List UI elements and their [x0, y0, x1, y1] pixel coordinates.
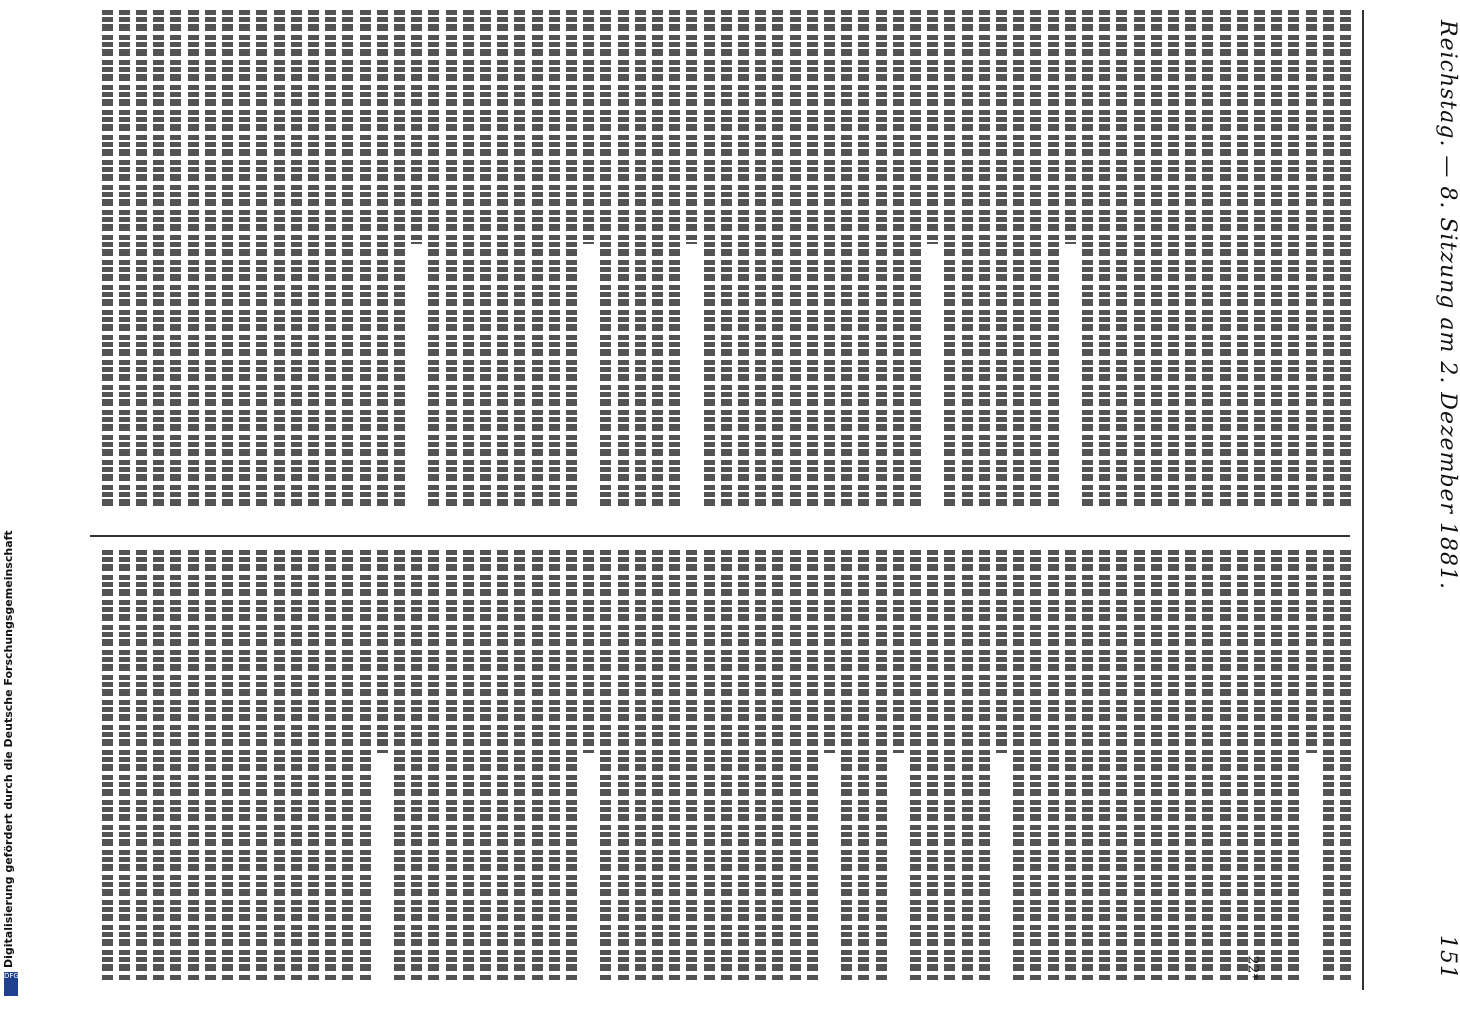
digitization-note: Digitalisierung gefördert durch die Deutsche Forschungsgemeinschaft [2, 530, 15, 968]
text-line [600, 10, 611, 510]
text-line [566, 10, 577, 510]
text-line [342, 10, 353, 510]
text-lines-upper [90, 0, 1350, 530]
text-line [497, 10, 508, 510]
text-line [1030, 550, 1041, 980]
text-line [1082, 10, 1093, 510]
text-line [979, 550, 990, 980]
text-line [755, 10, 766, 510]
text-line [704, 550, 715, 980]
text-column-upper [90, 0, 1350, 530]
text-line [807, 550, 818, 980]
text-line [652, 10, 663, 510]
text-line [1185, 550, 1196, 980]
text-line [239, 10, 250, 510]
text-line [1099, 10, 1110, 510]
running-head [1420, 20, 1460, 1020]
text-line [256, 550, 267, 980]
text-line [876, 550, 887, 980]
text-line [1116, 550, 1127, 980]
text-column-lower [90, 540, 1350, 1000]
header-rule [1362, 10, 1364, 990]
text-line [755, 550, 766, 980]
text-line [274, 10, 285, 510]
text-line [532, 550, 543, 980]
text-line [1151, 550, 1162, 980]
text-line [721, 10, 732, 510]
text-line [549, 550, 560, 980]
text-line [669, 10, 680, 510]
text-line [635, 10, 646, 510]
text-line [1013, 550, 1024, 980]
text-line [514, 10, 525, 510]
text-line [411, 550, 422, 980]
text-line [1185, 10, 1196, 510]
text-line [738, 550, 749, 980]
text-line [102, 10, 113, 510]
text-line [153, 10, 164, 510]
text-line [1048, 10, 1059, 510]
text-line [1323, 550, 1334, 980]
text-line [1134, 10, 1145, 510]
text-line [1220, 550, 1231, 980]
text-line [1065, 550, 1076, 980]
text-line [790, 550, 801, 980]
text-line [170, 550, 181, 980]
text-line [583, 10, 594, 244]
text-line [377, 550, 388, 753]
text-line [1082, 550, 1093, 980]
text-line [446, 550, 457, 980]
text-line [1116, 10, 1127, 510]
text-line [428, 10, 439, 510]
text-line [996, 10, 1007, 510]
text-line [136, 550, 147, 980]
text-line [910, 10, 921, 510]
text-line [394, 550, 405, 980]
text-line [618, 10, 629, 510]
text-line [910, 550, 921, 980]
text-line [807, 10, 818, 510]
text-line [308, 10, 319, 510]
text-line [1237, 10, 1248, 510]
text-line [738, 10, 749, 510]
text-line [1306, 550, 1317, 753]
text-line [136, 10, 147, 510]
text-line [291, 10, 302, 510]
text-line [635, 550, 646, 980]
text-line [824, 10, 835, 510]
text-line [686, 10, 697, 244]
text-line [239, 550, 250, 980]
text-line [858, 550, 869, 980]
text-line [772, 550, 783, 980]
text-line [325, 550, 336, 980]
text-line [1202, 10, 1213, 510]
text-line [962, 10, 973, 510]
text-line [291, 550, 302, 980]
text-line [1340, 550, 1351, 980]
text-line [1151, 10, 1162, 510]
text-line [618, 550, 629, 980]
text-line [428, 550, 439, 980]
text-line [1030, 10, 1041, 510]
text-line [463, 550, 474, 980]
text-line [1099, 550, 1110, 980]
text-line [360, 10, 371, 510]
text-line [1288, 550, 1299, 980]
text-line [205, 550, 216, 980]
text-line [944, 10, 955, 510]
text-line [411, 10, 422, 244]
text-line [274, 550, 285, 980]
text-line [1271, 550, 1282, 980]
text-line [944, 550, 955, 980]
text-line [170, 10, 181, 510]
running-title: Reichstag. — 8. Sitzung am 2. Dezember 1881. [1435, 20, 1460, 591]
text-line [1254, 10, 1265, 510]
text-line [1202, 550, 1213, 980]
text-line [1237, 550, 1248, 980]
text-line [549, 10, 560, 510]
text-line [962, 550, 973, 980]
text-line [1306, 10, 1317, 510]
text-line [153, 550, 164, 980]
text-line [669, 550, 680, 980]
text-line [721, 550, 732, 980]
text-line [858, 10, 869, 510]
text-line [790, 10, 801, 510]
text-line [360, 550, 371, 980]
text-line [583, 550, 594, 753]
text-line [927, 550, 938, 980]
text-line [704, 10, 715, 510]
text-line [514, 550, 525, 980]
text-line [1340, 10, 1351, 510]
dfg-logo: DFG [4, 972, 18, 996]
text-line [205, 10, 216, 510]
text-line [566, 550, 577, 980]
page-number: 151 [1435, 935, 1460, 980]
text-line [1288, 10, 1299, 510]
text-line [394, 10, 405, 510]
text-line [256, 10, 267, 510]
text-line [927, 10, 938, 244]
text-line [480, 10, 491, 510]
text-line [841, 550, 852, 980]
text-line [893, 10, 904, 510]
text-line [1013, 10, 1024, 510]
text-line [686, 550, 697, 980]
text-line [102, 550, 113, 980]
text-line [480, 550, 491, 980]
text-line [824, 550, 835, 753]
text-line [446, 10, 457, 510]
column-divider [90, 535, 1350, 537]
text-line [342, 550, 353, 980]
text-line [1134, 550, 1145, 980]
text-line [876, 10, 887, 510]
text-line [1048, 550, 1059, 980]
text-line [1323, 10, 1334, 510]
text-line [1271, 10, 1282, 510]
text-line [188, 550, 199, 980]
text-line [377, 10, 388, 510]
text-line [1065, 10, 1076, 244]
text-line [532, 10, 543, 510]
text-line [188, 10, 199, 510]
text-line [222, 10, 233, 510]
text-line [1254, 550, 1265, 980]
text-line [325, 10, 336, 510]
text-line [652, 550, 663, 980]
text-line [1168, 10, 1179, 510]
text-line [841, 10, 852, 510]
text-line [308, 550, 319, 980]
text-line [893, 550, 904, 753]
text-line [772, 10, 783, 510]
text-line [600, 550, 611, 980]
text-line [1168, 550, 1179, 980]
signature-mark: 22* [1244, 955, 1261, 981]
text-line [463, 10, 474, 510]
text-line [979, 10, 990, 510]
text-line [119, 10, 130, 510]
text-line [996, 550, 1007, 753]
text-line [222, 550, 233, 980]
text-line [1220, 10, 1231, 510]
text-lines-lower [90, 540, 1350, 1000]
text-line [119, 550, 130, 980]
text-line [497, 550, 508, 980]
